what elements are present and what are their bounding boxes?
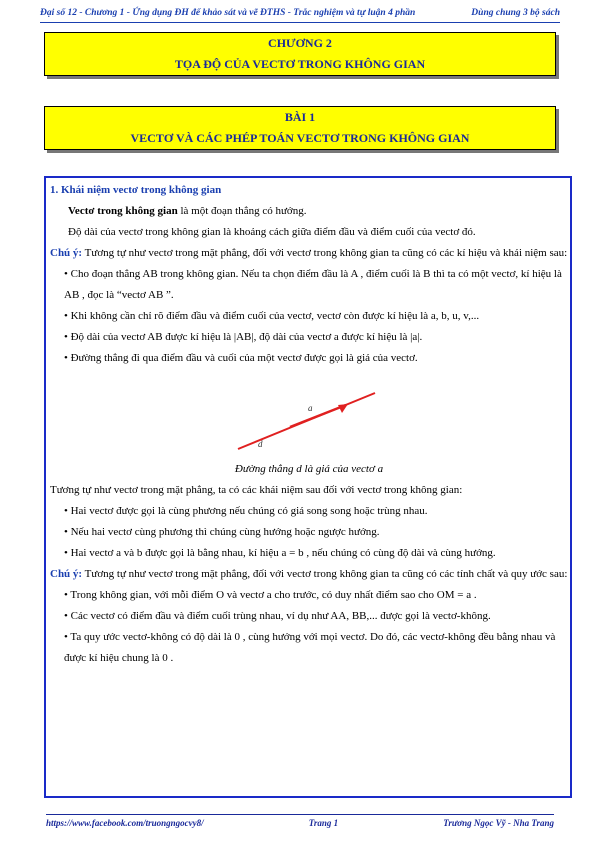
definition-rest: là một đoạn thẳng có hướng. <box>177 205 307 217</box>
chapter-title: TỌA ĐỘ CỦA VECTƠ TRONG KHÔNG GIAN <box>174 57 426 71</box>
bullet-1: • Cho đoạn thẳng AB trong không gian. Nếu ta chọn điểm đầu là A , điểm cuối là B thì ta có một vectơ, kí hiệu là AB , đọc là “vectơ AB ”. <box>64 268 562 301</box>
note-1-label: Chú ý: <box>50 247 83 259</box>
note-2-text: Tương tự như vectơ trong mặt phẳng, đối với vectơ trong không gian ta cũng có các tính chất và quy ước sau: <box>82 568 568 580</box>
length-definition: Độ dài của vectơ trong không gian là khoảng cách giữa điểm đầu và điểm cuối của vectơ đó. <box>68 226 476 238</box>
property-1: • Trong không gian, với mỗi điểm O và vectơ a cho trước, có duy nhất điểm sao cho OM = a . <box>64 589 477 601</box>
definition <box>50 201 568 222</box>
footer-rule <box>46 814 554 815</box>
similar-intro: Tương tự như vectơ trong mặt phẳng, ta có các khái niệm sau đối với vectơ trong không gian: <box>50 484 463 496</box>
vector-diagram <box>50 369 568 459</box>
note-2-label: Chú ý: <box>50 568 83 580</box>
bullet-3: • Độ dài của vectơ AB được kí hiệu là |AB|, độ dài của vectơ a được kí hiệu là |a|. <box>64 331 423 343</box>
content <box>50 180 568 669</box>
bullet-4: • Đường thẳng đi qua điểm đầu và cuối của một vectơ được gọi là giá của vectơ. <box>64 352 418 364</box>
footer-author: Trương Ngọc Vỹ - Nha Trang <box>443 818 554 828</box>
vector-a-arrow <box>290 405 346 427</box>
concept-2: • Nếu hai vectơ cùng phương thì chúng cùng hướng hoặc ngược hướng. <box>64 526 380 538</box>
lesson-banner <box>44 106 556 150</box>
note-1 <box>50 243 568 264</box>
header-rule <box>40 22 560 23</box>
footer-link[interactable]: https://www.facebook.com/truongngocvy8/ <box>46 818 204 828</box>
section-heading: 1. Khái niệm vectơ trong không gian <box>50 184 222 196</box>
note-2 <box>50 564 568 585</box>
lesson-number: BÀI 1 <box>284 110 316 124</box>
concept-1: • Hai vectơ được gọi là cùng phương nếu chúng có giá song song hoặc trùng nhau. <box>64 505 428 517</box>
note-1-text: Tương tự như vectơ trong mặt phẳng, đối với vectơ trong không gian ta cũng có các kí hiệu và khái niệm sau: <box>82 247 568 259</box>
bullet-2: • Khi không cần chỉ rõ điểm đầu và điểm cuối của vectơ, vectơ còn được kí hiệu là a, b, u, v,... <box>64 310 480 322</box>
chapter-banner <box>44 32 556 76</box>
header-right: Dùng chung 3 bộ sách <box>471 8 560 18</box>
page-header <box>40 8 560 18</box>
page-number: Trang 1 <box>308 818 339 828</box>
label-d: d <box>258 439 263 449</box>
page-footer <box>46 818 554 828</box>
definition-term: Vectơ trong không gian <box>68 205 178 217</box>
figure-caption: Đường thẳng d là giá của vectơ a <box>234 463 384 475</box>
lesson-title: VECTƠ VÀ CÁC PHÉP TOÁN VECTƠ TRONG KHÔNG GIAN <box>130 131 470 145</box>
property-3: • Ta quy ước vectơ-không có độ dài là 0 , cùng hướng với mọi vectơ. Do đó, các vectơ-không đều bằng nhau và được kí hiệu chung là 0 . <box>64 631 556 664</box>
vector-figure <box>50 369 568 459</box>
concept-3: • Hai vectơ a và b được gọi là bằng nhau, kí hiệu a = b , nếu chúng có cùng độ dài và cùng hướng. <box>64 547 496 559</box>
label-a: a <box>308 403 313 413</box>
property-2: • Các vectơ có điểm đầu và điểm cuối trùng nhau, ví dụ như AA, BB,... được gọi là vectơ-không. <box>64 610 491 622</box>
header-left: Đại số 12 - Chương 1 - Ứng dụng ĐH để khảo sát và vẽ ĐTHS - Trắc nghiệm và tự luận 4 phần <box>40 8 416 18</box>
chapter-number: CHƯƠNG 2 <box>268 36 332 50</box>
